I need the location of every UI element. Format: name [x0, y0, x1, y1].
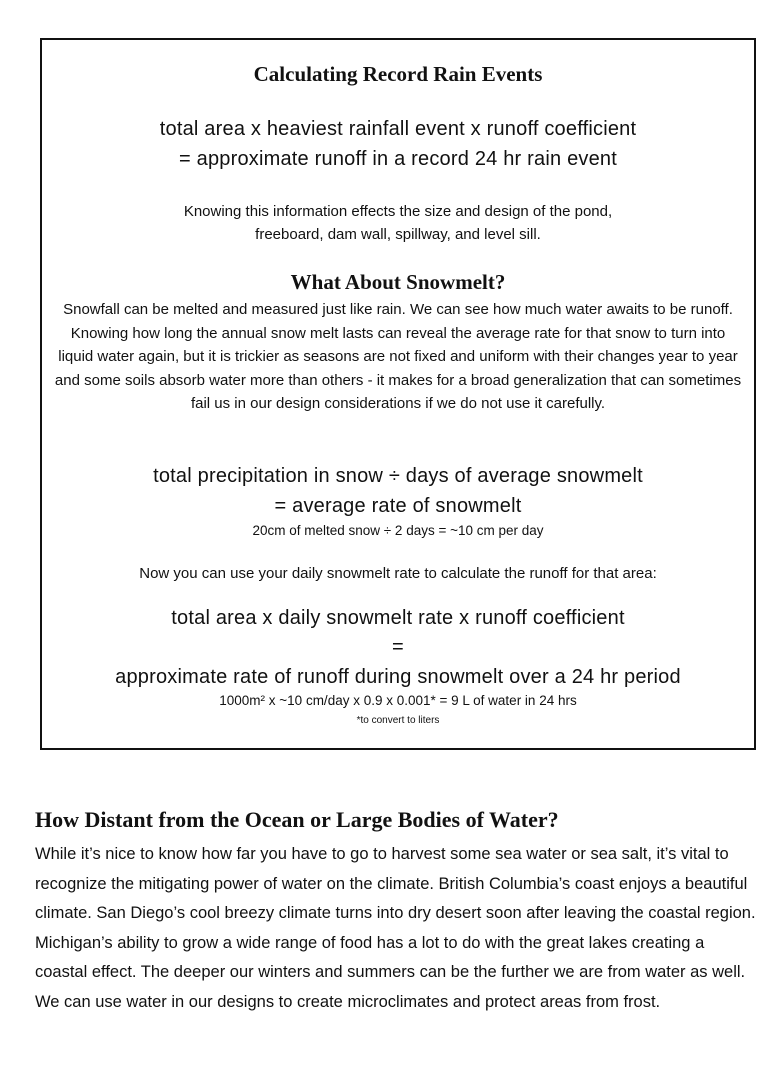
formula-3-line-3: approximate rate of runoff during snowmelt over a 24 hr period [115, 666, 681, 688]
snowmelt-subtitle: What About Snowmelt? [290, 270, 506, 294]
note-1-line-1: Knowing this information effects the size and design of the pond, [183, 203, 613, 220]
box-title: Calculating Record Rain Events [253, 62, 543, 86]
runoff-example: 1000m² x ~10 cm/day x 0.9 x 0.001* = 9 L of water in 24 hrs [219, 693, 577, 708]
footnote: *to convert to liters [356, 715, 440, 726]
formula-3-line-2: = [392, 636, 404, 658]
info-box [40, 38, 756, 750]
note-2: Now you can use your daily snowmelt rate to calculate the runoff for that area: [139, 565, 657, 582]
section-title: How Distant from the Ocean or Large Bodies of Water? [35, 807, 559, 832]
formula-2-line-2: = average rate of snowmelt [274, 495, 522, 517]
note-1-line-2: freeboard, dam wall, spillway, and level sill. [255, 226, 541, 243]
formula-1-line-1: total area x heaviest rainfall event x runoff coefficient [159, 118, 637, 140]
snowmelt-paragraph: Snowfall can be melted and measured just like rain. We can see how much water awaits to be runoff. Knowing how long the annual snow melt lasts can reveal the average rate for that snow to turn into liquid water again, but it is trickier as seasons are not fixed and uniform with their changes year to year and some soils absorb water more than others - it makes for a broad generalization that can sometimes fail us in our design considerations if we do not use it carefully. [54, 301, 742, 412]
section-paragraph: While it’s nice to know how far you have to go to harvest some sea water or sea salt, it’s vital to recognize the mitigating power of water on the climate. British Columbia’s coast enjoys a beautiful climate. San Diego’s cool breezy climate turns into dry desert soon after leaving the coastal region. Michigan’s ability to grow a wide range of food has a lot to do with the great lakes creating a coastal effect. The deeper our winters and summers can be the further we are from water as well. We can use water in our designs to create microclimates and protect areas from frost. [35, 845, 756, 1011]
formula-3-line-1: total area x daily snowmelt rate x runoff coefficient [171, 607, 625, 629]
formula-2-line-1: total precipitation in snow ÷ days of average snowmelt [153, 465, 643, 487]
snowmelt-example: 20cm of melted snow ÷ 2 days = ~10 cm per day [252, 523, 544, 538]
formula-1-line-2: = approximate runoff in a record 24 hr rain event [178, 148, 617, 170]
